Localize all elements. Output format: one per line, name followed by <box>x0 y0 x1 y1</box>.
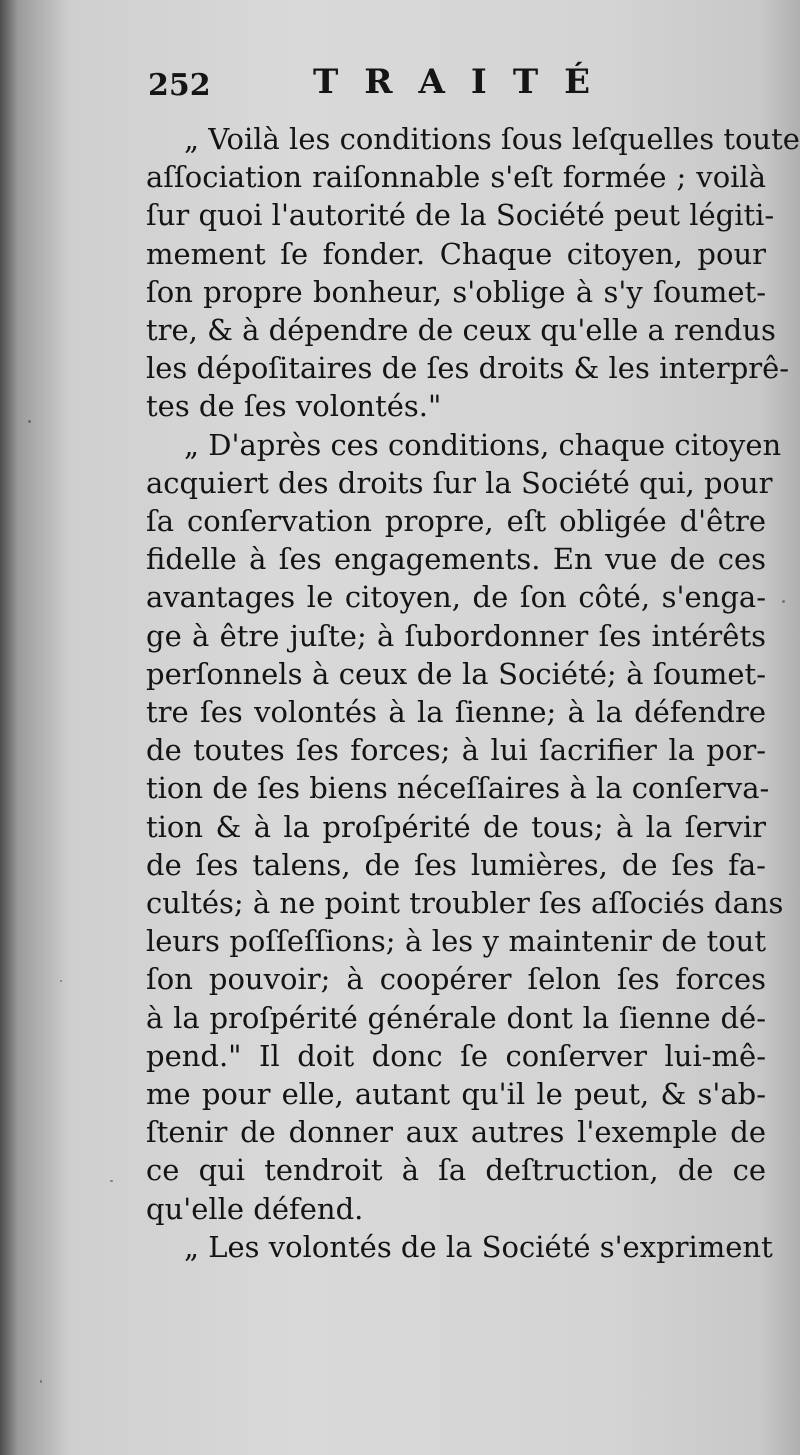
text-line: ſon pouvoir; à coopérer ſelon ſes forces <box>146 962 766 997</box>
text-line: „ Voilà les conditions ſous leſquelles toute <box>184 122 800 156</box>
text-line: perſonnels à ceux de la Société; à ſoumet- <box>146 656 766 691</box>
text-line: ſa conſervation propre, eſt obligée d'être <box>146 504 766 539</box>
paper-speck <box>60 980 62 982</box>
text-line: cultés; à ne point troubler ſes aſſociés dans <box>146 886 784 921</box>
text-line: tre, & à dépendre de ceux qu'elle a rendus <box>146 313 776 348</box>
text-line: à la proſpérité générale dont la ſienne dé- <box>146 1000 766 1035</box>
text-line: ge à être juſte; à ſubordonner ſes intérêts <box>146 618 766 653</box>
text-line: les dépoſitaires de ſes droits & les interprê- <box>146 351 790 386</box>
text-line: tion & à la proſpérité de tous; à la ſervir <box>146 809 766 844</box>
text-line: mement ſe fonder. Chaque citoyen, pour <box>146 236 766 271</box>
paper-speck <box>782 600 785 603</box>
text-line: avantages le citoyen, de ſon côté, s'enga- <box>146 580 766 615</box>
text-line: tes de ſes volontés." <box>146 389 442 424</box>
text-line: me pour elle, autant qu'il le peut, & s'ab- <box>146 1077 766 1112</box>
text-line: ſtenir de donner aux autres l'exemple de <box>146 1115 766 1150</box>
text-line: leurs poſſeſſions; à les y maintenir de tout <box>146 924 766 959</box>
text-line: acquiert des droits ſur la Société qui, pour <box>146 465 773 500</box>
text-line: tion de ſes biens néceſſaires à la conſerva- <box>146 771 770 806</box>
text-line: „ Les volontés de la Société s'expriment <box>184 1229 773 1264</box>
text-line: aſſociation raiſonnable s'eſt formée ; voilà <box>146 160 766 195</box>
text-line: „ D'après ces conditions, chaque citoyen <box>184 427 782 462</box>
text-line: ſur quoi l'autorité de la Société peut légiti- <box>146 198 775 233</box>
paper-speck <box>28 420 31 423</box>
text-line: ce qui tendroit à ſa deſtruction, de ce <box>146 1153 766 1188</box>
paper-speck <box>110 1180 113 1182</box>
text-line: tre ſes volontés à la ſienne; à la défendre <box>146 695 766 730</box>
text-line: de toutes ſes forces; à lui ſacrifier la por- <box>146 733 766 768</box>
running-title: TRAITÉ <box>313 62 617 102</box>
paper-speck <box>40 1380 42 1383</box>
page-number: 252 <box>148 68 211 103</box>
text-line: de ſes talens, de ſes lumières, de ſes fa- <box>146 847 766 882</box>
text-line: ſon propre bonheur, s'oblige à s'y ſoumet- <box>146 274 766 309</box>
text-line: qu'elle défend. <box>146 1191 364 1226</box>
page-header <box>148 62 768 106</box>
text-line: pend." Il doit donc ſe conſerver lui-mê- <box>146 1038 766 1073</box>
body-text <box>146 120 800 1266</box>
text-line: fidelle à ſes engagements. En vue de ces <box>146 542 766 577</box>
